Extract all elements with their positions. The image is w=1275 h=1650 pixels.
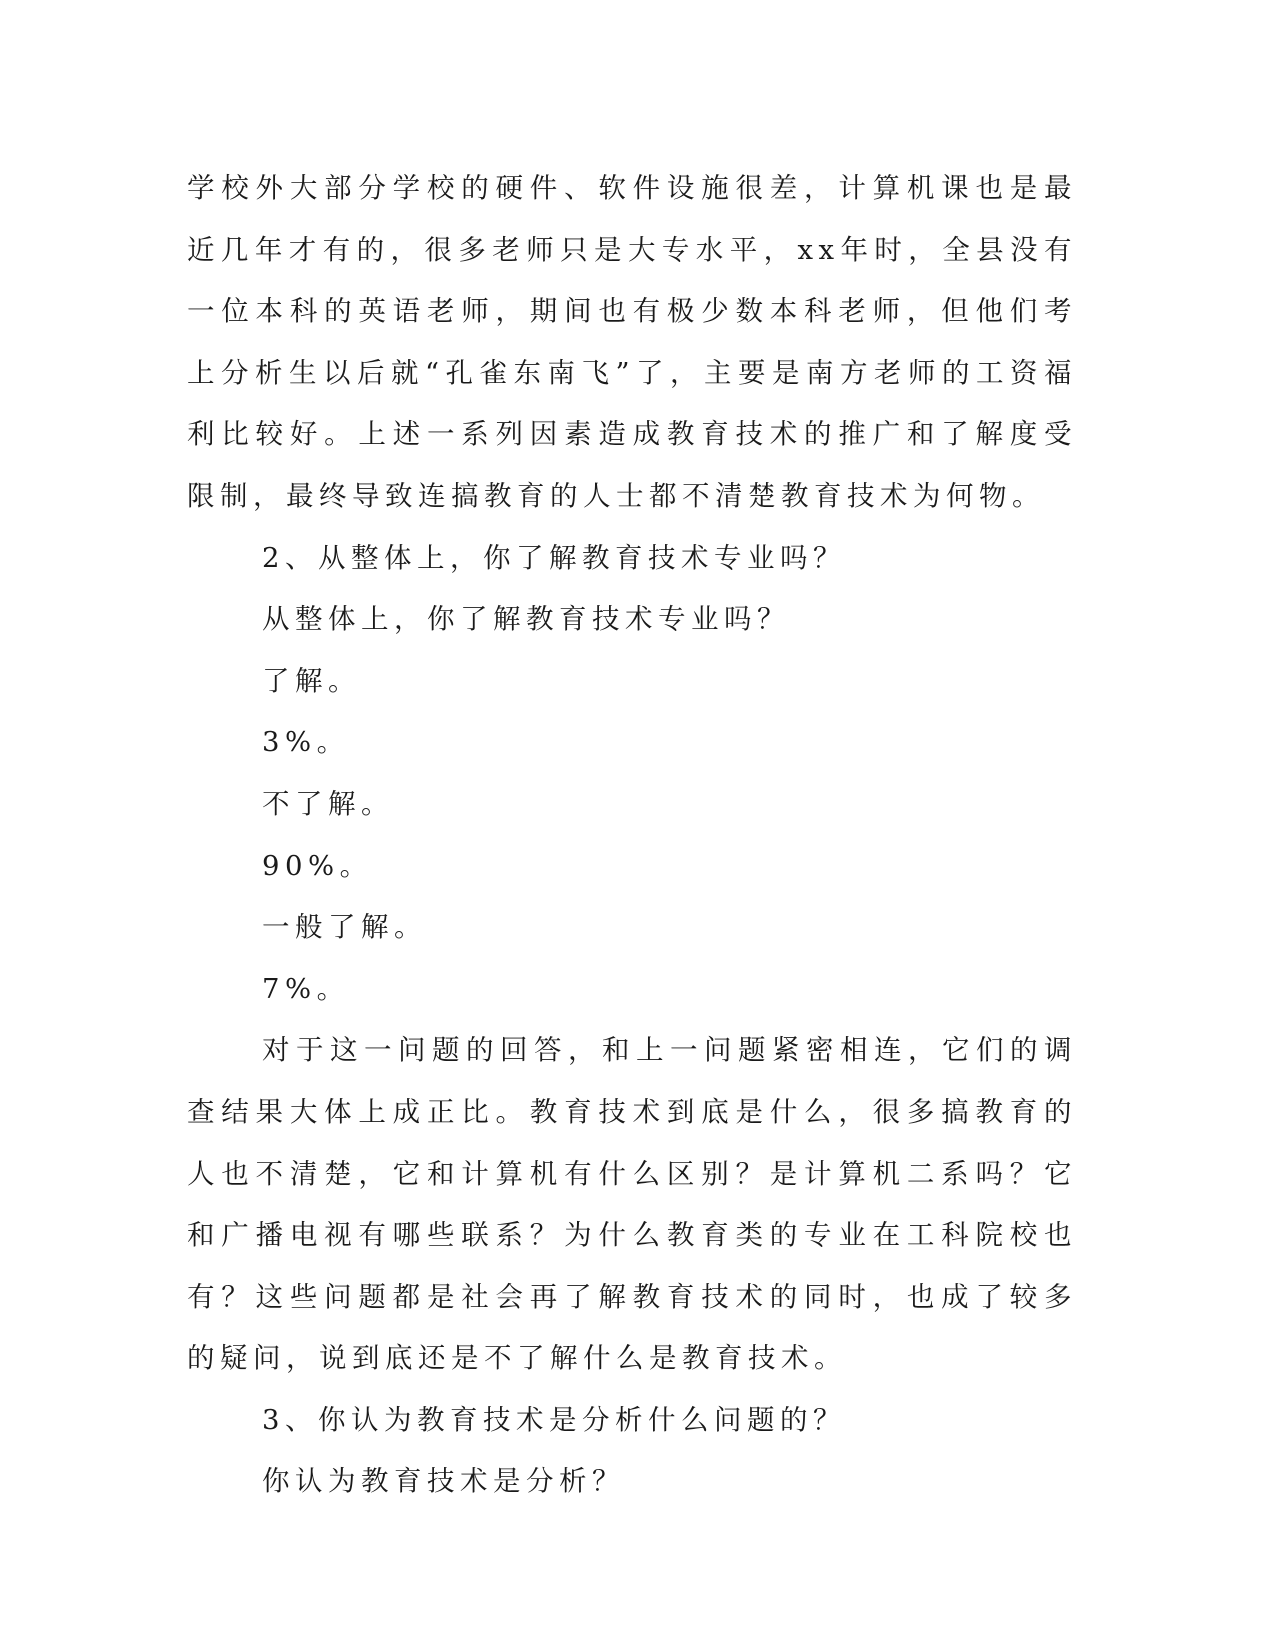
question-3-heading: 3、你认为教育技术是分析什么问题的？ [262, 1403, 846, 1436]
answer-option-somewhat-understand: 一般了解。 [262, 911, 427, 944]
paragraph-analysis: 对于这一问题的回答，和上一问题紧密相连，它们的调查结果大体上成正比。教育技术到底是什么，很多搞教育的人也不清楚，它和计算机有什么区别？是计算机二系吗？它和广播电视有哪些联系？为什么教育类的专业在工科院校也有？这些问题都是社会再了解教育技术的同时，也成了较多的疑问，说到底还是不了解什么是教育技术。 [187, 1034, 1077, 1375]
question-3-prompt: 你认为教育技术是分析？ [262, 1465, 625, 1498]
paragraph-intro-continuation: 学校外大部分学校的硬件、软件设施很差，计算机课也是最近几年才有的，很多老师只是大专水平，xx年时，全县没有一位本科的英语老师，期间也有极少数本科老师，但他们考上分析生以后就“孔雀东南飞”了，主要是南方老师的工资福利比较好。上述一系列因素造成教育技术的推广和了解度受限制，最终导致连搞教育的人士都不清楚教育技术为何物。 [187, 172, 1077, 512]
document-body [187, 158, 1077, 1513]
answer-option-not-understand: 不了解。 [262, 787, 394, 820]
answer-percent-not-understand: 90%。 [262, 849, 373, 882]
answer-percent-understand: 3%。 [262, 726, 350, 759]
answer-option-understand: 了解。 [262, 664, 361, 697]
answer-percent-somewhat-understand: 7%。 [262, 972, 350, 1005]
question-2-heading: 2、从整体上，你了解教育技术专业吗？ [262, 541, 846, 574]
question-2-prompt: 从整体上，你了解教育技术专业吗？ [262, 603, 790, 636]
